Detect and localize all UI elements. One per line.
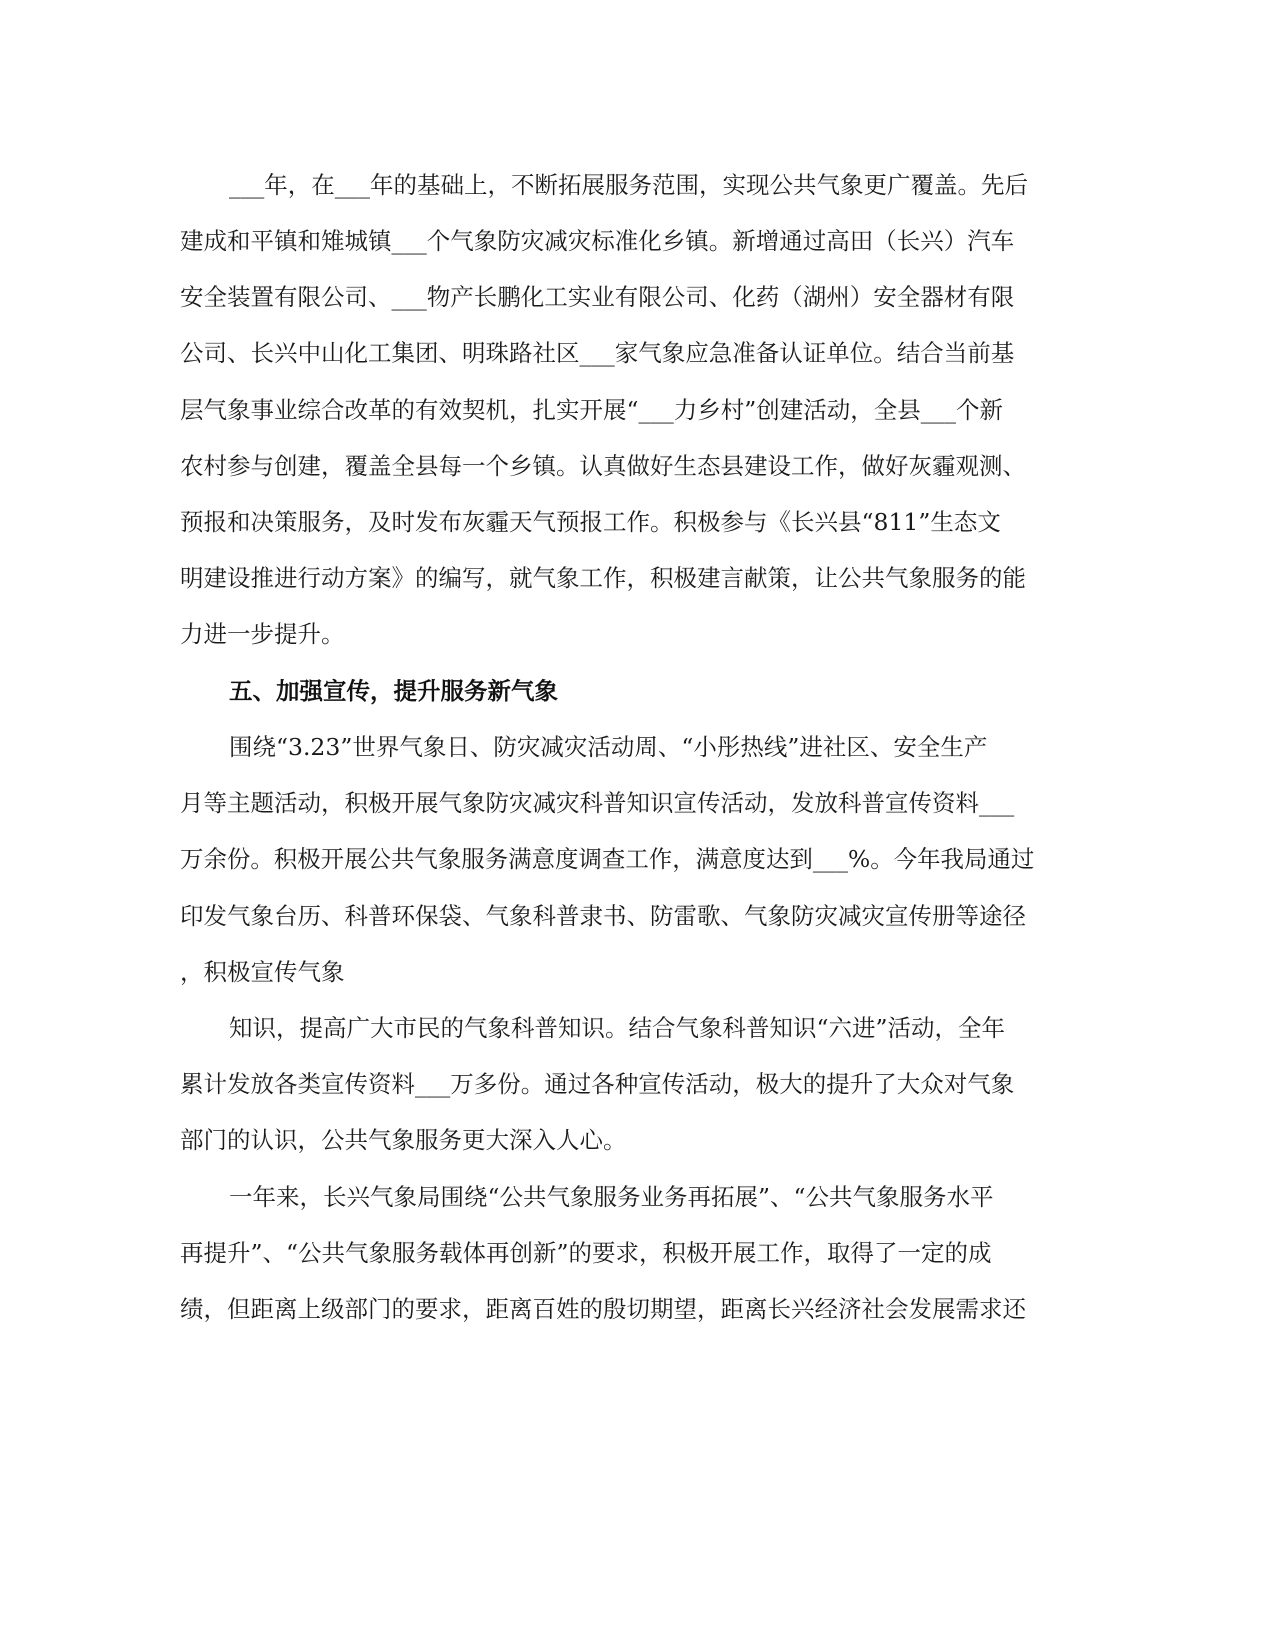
text-line-8: 明建设推进行动方案》的编写，就气象工作，积极建言献策，让公共气象服务的能 [180, 564, 1026, 592]
text-line-16: 知识，提高广大市民的气象科普知识。结合气象科普知识“六进”活动，全年 [229, 1014, 1006, 1042]
text-line-21: 绩，但距离上级部门的要求，距离百姓的殷切期望，距离长兴经济社会发展需求还 [180, 1295, 1026, 1323]
text-line-4: 公司、长兴中山化工集团、明珠路社区___家气象应急准备认证单位。结合当前基 [180, 339, 1015, 367]
text-line-3: 安全装置有限公司、___物产长鹏化工实业有限公司、化药（湖州）安全器材有限 [180, 283, 1015, 311]
text-line-19: 一年来，长兴气象局围绕“公共气象服务业务再拓展”、“公共气象服务水平 [229, 1183, 994, 1211]
text-line-6: 农村参与创建，覆盖全县每一个乡镇。认真做好生态县建设工作，做好灰霾观测、 [180, 452, 1026, 480]
text-line-11: 围绕“3.23”世界气象日、防灾减灾活动周、“小彤热线”进社区、安全生产 [229, 733, 988, 761]
text-line-5: 层气象事业综合改革的有效契机，扎实开展“___力乡村”创建活动，全县___个新 [180, 396, 1004, 424]
text-line-18: 部门的认识，公共气象服务更大深入人心。 [180, 1126, 627, 1154]
text-line-1: ___年，在___年的基础上，不断拓展服务范围，实现公共气象更广覆盖。先后 [229, 171, 1028, 199]
section-heading: 五、加强宣传，提升服务新气象 [229, 677, 558, 705]
text-line-17: 累计发放各类宣传资料___万多份。通过各种宣传活动，极大的提升了大众对气象 [180, 1070, 1015, 1098]
text-line-13: 万余份。积极开展公共气象服务满意度调查工作，满意度达到___%。今年我局通过 [180, 845, 1035, 873]
text-line-15: ，积极宣传气象 [180, 958, 345, 986]
text-line-2: 建成和平镇和雉城镇___个气象防灾减灾标准化乡镇。新增通过高田（长兴）汽车 [180, 227, 1015, 255]
text-line-7: 预报和决策服务，及时发布灰霾天气预报工作。积极参与《长兴县“811”生态文 [180, 508, 1001, 536]
text-line-12: 月等主题活动，积极开展气象防灾减灾科普知识宣传活动，发放科普宣传资料___ [180, 789, 1015, 817]
text-line-20: 再提升”、“公共气象服务载体再创新”的要求，积极开展工作，取得了一定的成 [180, 1239, 992, 1267]
text-line-9: 力进一步提升。 [180, 620, 345, 648]
text-line-14: 印发气象台历、科普环保袋、气象科普隶书、防雷歌、气象防灾减灾宣传册等途径 [180, 902, 1026, 930]
